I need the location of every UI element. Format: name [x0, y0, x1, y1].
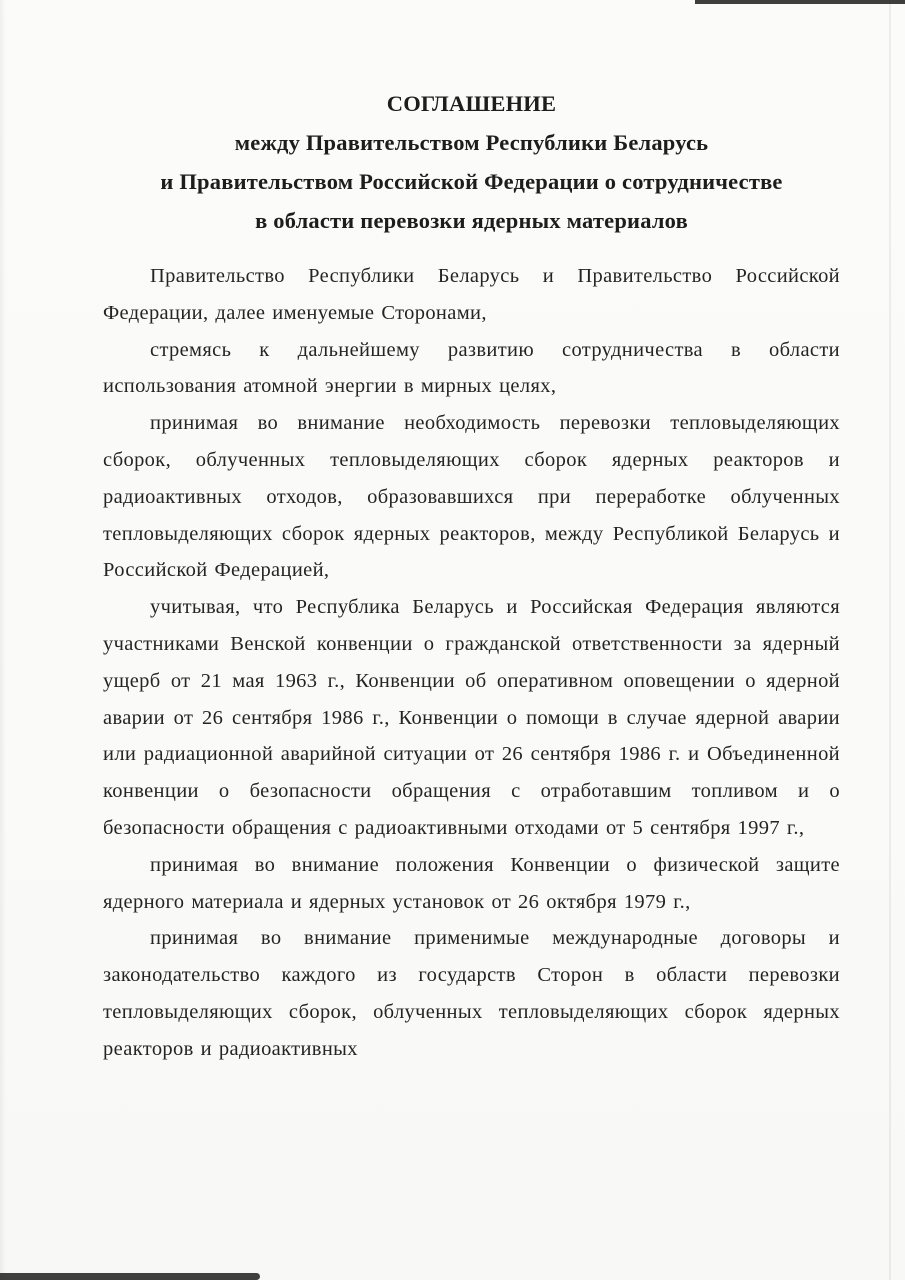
paragraph-preamble-transport-need: принимая во внимание необходимость перевозки тепловыделяющих сборок, облученных тепловыделяющих сборок ядерных реакторов и радиоактивных отходов, образовавшихся при переработке облученных тепловыделяющих сборок ядерных реакторов, между Республикой Беларусь и Российской Федерацией,: [103, 412, 840, 582]
document-title: СОГЛАШЕНИЕ: [386, 91, 557, 116]
paragraph-preamble-cooperation: стремясь к дальнейшему развитию сотрудничества в области использования атомной энергии в мирных целях,: [103, 338, 840, 398]
scan-edge-shade-left: [0, 0, 6, 1280]
document-body: [103, 258, 840, 1068]
scan-edge-artifact-bottom: [0, 1273, 260, 1280]
paragraph-preamble-applicable-law: принимая во внимание применимые международные договоры и законодательство каждого из государств Сторон в области перевозки тепловыделяющих сборок, облученных тепловыделяющих сборок ядерных реакторов и радиоактивных: [103, 927, 840, 1060]
paragraph-parties: Правительство Республики Беларусь и Правительство Российской Федерации, далее именуемые Сторонами,: [103, 265, 840, 324]
document-content: [103, 84, 840, 1068]
scan-edge-artifact-top: [695, 0, 905, 4]
document-subtitle-line-2: и Правительством Российской Федерации о сотрудничестве: [160, 169, 783, 194]
document-subtitle-line-1: между Правительством Республики Беларусь: [234, 130, 709, 155]
paragraph-preamble-conventions: учитывая, что Республика Беларусь и Российская Федерация являются участниками Венской конвенции о гражданской ответственности за ядерный ущерб от 21 мая 1963 г., Конвенции об оперативном оповещении о ядерной аварии от 26 сентября 1986 г., Конвенции о помощи в случае ядерной аварии или радиационной аварийной ситуации от 26 сентября 1986 г. и Объединенной конвенции о безопасности обращения с отработавшим топливом и о безопасности обращения с радиоактивными отходами от 5 сентября 1997 г.,: [103, 596, 840, 839]
document-heading: [103, 84, 840, 240]
paragraph-preamble-physical-protection: принимая во внимание положения Конвенции о физической защите ядерного материала и ядерных установок от 26 октября 1979 г.,: [103, 853, 840, 913]
scan-page-edge-line: [889, 0, 891, 1280]
document-subtitle-line-3: в области перевозки ядерных материалов: [255, 208, 688, 233]
